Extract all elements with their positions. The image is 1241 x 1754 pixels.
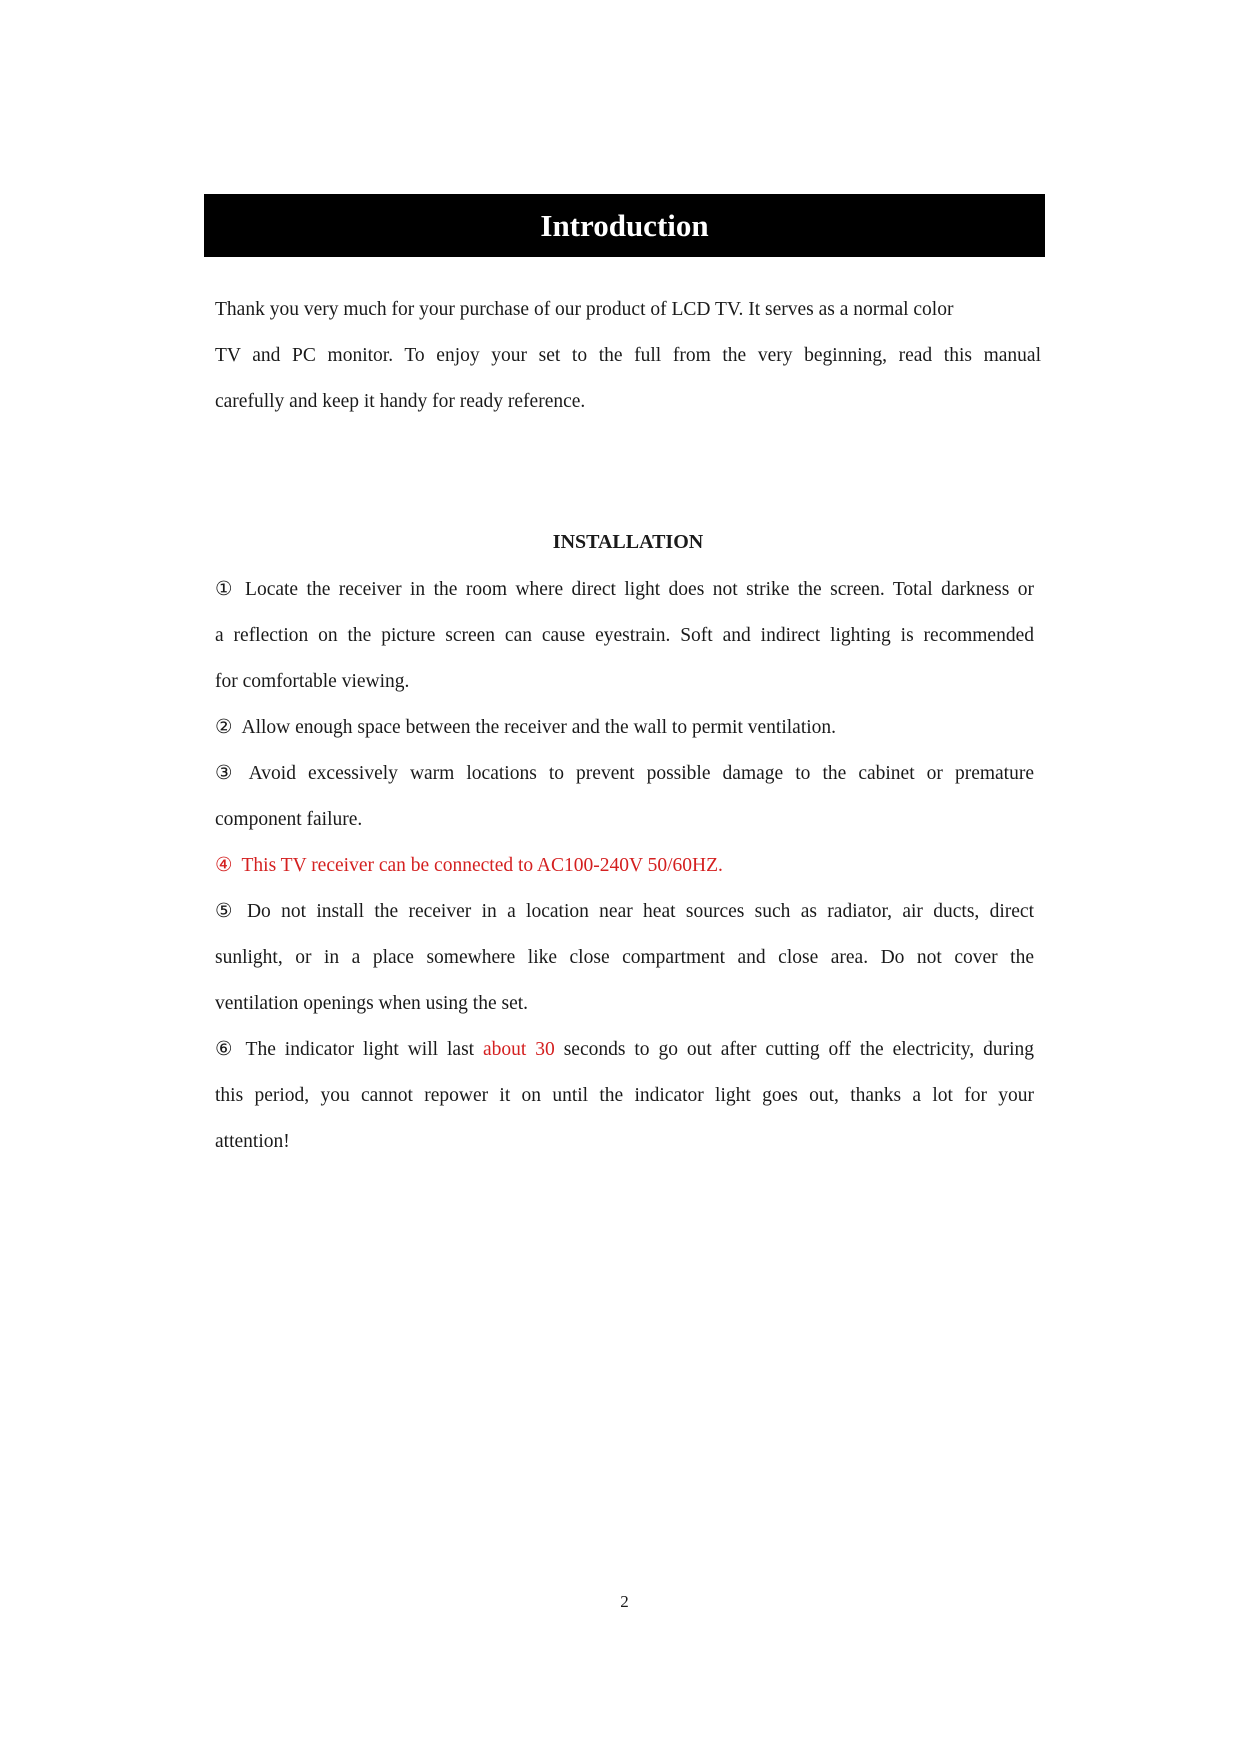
intro-line: TV and PC monitor. To enjoy your set to the full from the very beginning, read this manual bbox=[215, 345, 1041, 366]
item-text: sunlight, or in a place somewhere like close compartment and close area. Do not cover the bbox=[215, 947, 1034, 968]
list-item bbox=[215, 751, 1034, 797]
page-title: Introduction bbox=[204, 194, 1045, 257]
item-text: this period, you cannot repower it on until the indicator light goes out, thanks a lot for your bbox=[215, 1085, 1034, 1106]
item-text: This TV receiver can be connected to AC100-240V 50/60HZ. bbox=[241, 855, 723, 876]
item-text: The indicator light will last bbox=[245, 1039, 484, 1060]
item-number: ② bbox=[215, 717, 233, 738]
item-text: ventilation openings when using the set. bbox=[215, 993, 529, 1014]
installation-list bbox=[215, 567, 1034, 1165]
item-text: a reflection on the picture screen can cause eyestrain. Soft and indirect lighting is recommended bbox=[215, 625, 1034, 646]
page-number: 2 bbox=[620, 1592, 629, 1611]
item-number: ⑥ bbox=[215, 1039, 237, 1060]
item-text: attention! bbox=[215, 1131, 290, 1152]
item-number: ⑤ bbox=[215, 901, 238, 922]
item-text: seconds to go out after cutting off the electricity, during bbox=[554, 1039, 1034, 1060]
installation-heading: INSTALLATION bbox=[552, 531, 704, 553]
item-number: ① bbox=[215, 579, 237, 600]
item-text: for comfortable viewing. bbox=[215, 671, 410, 692]
item-number: ④ bbox=[215, 855, 233, 876]
item-text-highlight: about 30 bbox=[483, 1039, 555, 1060]
item-text: Allow enough space between the receiver and the wall to permit ventilation. bbox=[241, 717, 837, 738]
list-item bbox=[215, 1027, 1034, 1073]
list-item bbox=[215, 889, 1034, 935]
intro-line: Thank you very much for your purchase of our product of LCD TV. It serves as a normal color bbox=[215, 299, 954, 320]
item-number: ③ bbox=[215, 763, 240, 784]
item-text: Locate the receiver in the room where direct light does not strike the screen. Total darkness or bbox=[245, 579, 1034, 600]
list-item-highlight bbox=[215, 843, 1034, 889]
list-item bbox=[215, 567, 1034, 613]
intro-line: carefully and keep it handy for ready reference. bbox=[215, 391, 586, 412]
item-text: Do not install the receiver in a location near heat sources such as radiator, air ducts, direct bbox=[246, 901, 1034, 922]
item-text: component failure. bbox=[215, 809, 363, 830]
intro-paragraph bbox=[215, 287, 1041, 425]
list-item bbox=[215, 705, 1034, 751]
item-text: Avoid excessively warm locations to prevent possible damage to the cabinet or premature bbox=[248, 763, 1034, 784]
